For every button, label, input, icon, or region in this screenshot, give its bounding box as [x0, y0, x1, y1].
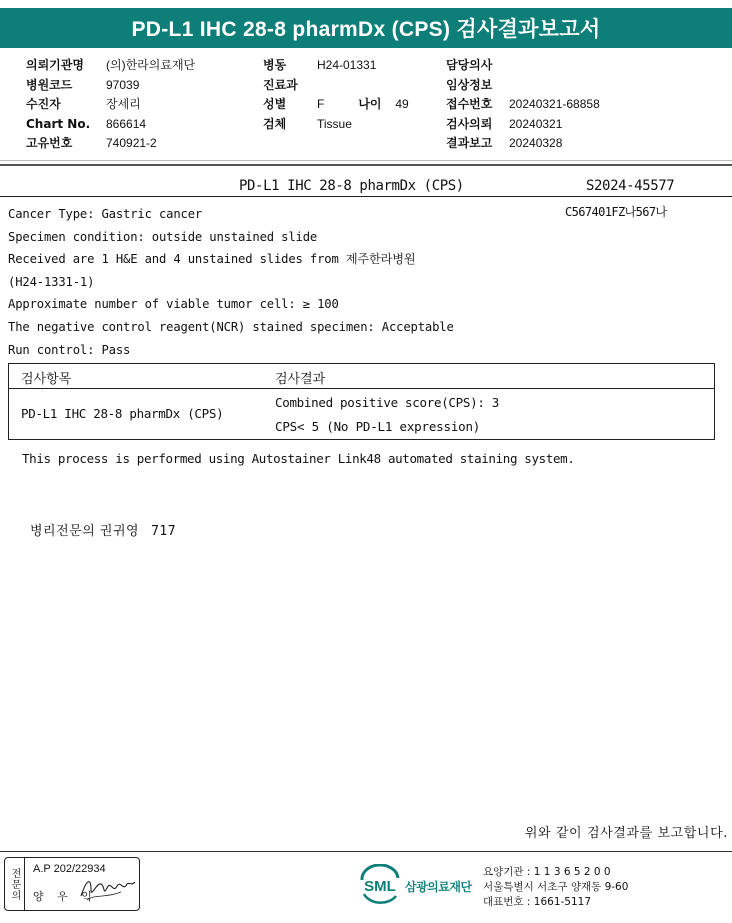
- specialist-stamp: [4, 857, 140, 911]
- finding-line: Run control: Pass: [8, 342, 131, 357]
- report-title-bar: [0, 8, 732, 48]
- pathologist-number: 717: [151, 524, 177, 539]
- info-value: 866614: [106, 116, 147, 131]
- info-row: [263, 76, 409, 96]
- header-divider-thin: [0, 160, 732, 161]
- info-label: 담당의사: [446, 58, 493, 72]
- info-row: [446, 115, 600, 135]
- info-label: 검사의뢰: [446, 116, 493, 131]
- report-findings: [8, 203, 454, 361]
- org-phone: 대표번호 : 1661-5117: [483, 896, 592, 908]
- org-address: 서울특별시 서초구 양재동 9-60: [483, 881, 629, 893]
- sml-logo-icon: [356, 864, 404, 904]
- finding-line: The negative control reagent(NCR) stained specimen: Acceptable: [8, 319, 454, 334]
- info-label: 진료과: [263, 77, 298, 92]
- org-registration: 요양기관 : 1 1 3 6 5 2 0 0: [483, 866, 611, 878]
- info-label: 고유번호: [26, 136, 73, 150]
- info-label: 접수번호: [446, 97, 493, 111]
- info-column-3: [446, 56, 600, 154]
- info-value: 장세리: [106, 97, 141, 111]
- info-label: 병원코드: [26, 77, 73, 92]
- stamp-name: 양 우 익: [33, 890, 97, 903]
- report-title: PD-L1 IHC 28-8 pharmDx (CPS) 검사결과보고서: [131, 18, 601, 41]
- finding-line: (H24-1331-1): [8, 274, 95, 289]
- info-label: 병동: [263, 58, 287, 72]
- info-row: [26, 56, 195, 76]
- info-row: [446, 95, 600, 115]
- report-subcode: C567401FZ나567나: [565, 205, 667, 219]
- closing-statement: 위와 같이 검사결과를 보고합니다.: [524, 826, 728, 841]
- info-value: 97039: [106, 77, 140, 92]
- sml-logo: [356, 864, 472, 908]
- info-row: [263, 115, 409, 135]
- result-interpretation: CPS< 5 (No PD-L1 expression): [275, 419, 481, 434]
- info-label: Chart No.: [26, 116, 91, 131]
- pathologist-name: 병리전문의 권귀영: [30, 524, 140, 539]
- logo-org-name: 삼광의료재단: [405, 880, 472, 894]
- info-row: [446, 56, 600, 76]
- result-score: Combined positive score(CPS): 3: [275, 395, 499, 410]
- info-value: 20240321-68858: [509, 97, 600, 111]
- header-item: 검사항목: [21, 372, 72, 387]
- report-test-name: PD-L1 IHC 28-8 pharmDx (CPS): [239, 178, 464, 194]
- info-row: [446, 134, 600, 154]
- header-divider-thick: [0, 164, 732, 166]
- info-value: 20240328: [509, 136, 563, 150]
- info-row: [263, 56, 409, 76]
- logo-mark: SML: [364, 878, 396, 895]
- info-row: [26, 95, 195, 115]
- info-row: [263, 95, 409, 115]
- info-label: 수진자: [26, 97, 61, 111]
- age-label: 나이: [358, 97, 382, 111]
- info-value: 740921-2: [106, 136, 157, 150]
- finding-line: Received are 1 H&E and 4 unstained slides from 제주한라병원: [8, 252, 416, 267]
- finding-line: Approximate number of viable tumor cell: ≥ 100: [8, 297, 339, 312]
- info-column-2: [263, 56, 409, 134]
- info-value: F: [317, 97, 325, 111]
- finding-line: Specimen condition: outside unstained slide: [8, 229, 318, 244]
- info-row: [26, 115, 195, 135]
- header-result: 검사결과: [275, 372, 326, 387]
- finding-line: Cancer Type: Gastric cancer: [8, 207, 203, 221]
- info-label: 결과보고: [446, 136, 493, 150]
- process-note: This process is performed using Autostainer Link48 automated staining system.: [22, 451, 575, 466]
- age-value: 49: [395, 97, 409, 111]
- info-value: 20240321: [509, 116, 563, 131]
- info-row: [26, 76, 195, 96]
- info-value: Tissue: [317, 116, 352, 131]
- stamp-ap-number: A.P 202/22934: [33, 863, 106, 875]
- info-row: [446, 76, 600, 96]
- report-code: S2024-45577: [586, 178, 675, 194]
- info-column-1: [26, 56, 195, 154]
- info-label: 성별: [263, 97, 287, 111]
- result-table: [8, 363, 715, 440]
- info-value: H24-01331: [317, 58, 377, 72]
- report-title-divider: [0, 196, 732, 197]
- footer-divider: [0, 851, 732, 852]
- info-label: 검체: [263, 116, 287, 131]
- info-row: [26, 134, 195, 154]
- stamp-vertical-label: 전문의: [5, 858, 25, 910]
- handwritten-signature-icon: [77, 874, 137, 904]
- info-value: (의)한라의료재단: [106, 58, 196, 72]
- pathologist-signature: [30, 520, 176, 539]
- test-item: PD-L1 IHC 28-8 pharmDx (CPS): [21, 406, 224, 421]
- info-label: 임상정보: [446, 77, 493, 92]
- org-contact-info: [483, 865, 628, 910]
- info-label: 의뢰기관명: [26, 58, 84, 72]
- result-table-header: [9, 364, 714, 389]
